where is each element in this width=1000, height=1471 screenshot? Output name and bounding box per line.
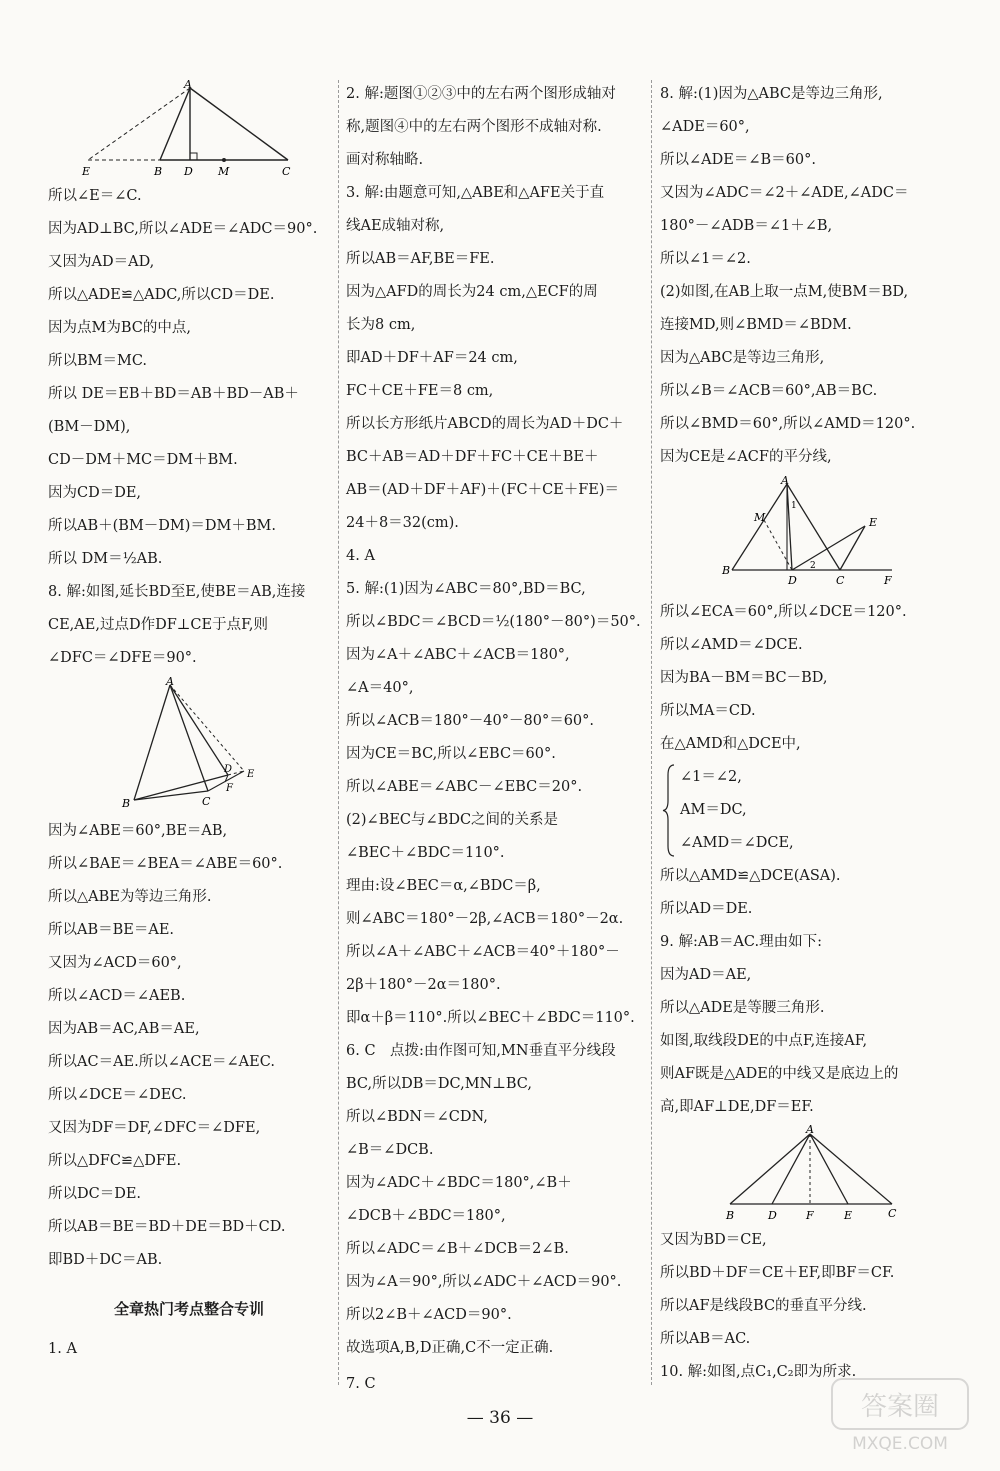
figure-triangle-median [48, 78, 330, 180]
watermark-text: 答案圈 [860, 1392, 940, 1422]
text-line: BC＋AB＝AD＋DF＋FC＋CE＋BE＋ [346, 449, 599, 465]
text-line: 所以△DFC≌△DFE. [48, 1153, 182, 1169]
fig4-label: C [888, 1207, 897, 1220]
fig1-label: A [184, 78, 192, 91]
text-line: 2β＋180°－2α＝180°. [346, 977, 501, 993]
solution-10-heading: 10. 解:如图,点C₁,C₂即为所求. [660, 1364, 857, 1380]
text-line: 则AF既是△ADE的中线又是底边上的 [660, 1066, 899, 1082]
fig4-label: D [768, 1209, 777, 1222]
fig1-label: M [218, 165, 230, 178]
text-line: 所以 DE＝EB＋BD＝AB＋BD－AB＋ [48, 386, 299, 402]
fig2-label: E [247, 769, 255, 780]
text-line: 高,即AF⊥DE,DF＝EF. [660, 1099, 814, 1115]
text-line: ∠1＝∠2, [680, 769, 742, 785]
figure-angle-bisector [660, 474, 960, 596]
fig3-label: D [788, 574, 797, 587]
text-line: 长为8 cm, [346, 317, 416, 333]
column-divider-1 [338, 80, 339, 1385]
fig2-label: D [224, 764, 233, 775]
fig3-label: C [836, 574, 845, 587]
fig2-label: A [166, 675, 174, 688]
text-line: 因为点M为BC的中点, [48, 320, 191, 336]
text-line: 则∠ABC＝180°－2β,∠ACB＝180°－2α. [346, 911, 624, 927]
answer-4: 4. A [346, 548, 375, 564]
fig1-label: B [154, 165, 163, 178]
fig2-label: B [122, 797, 131, 810]
text-line: 又因为∠ADC＝∠2＋∠ADE,∠ADC＝ [660, 185, 909, 201]
text-line: 所以∠B＝∠ACB＝60°,AB＝BC. [660, 383, 878, 399]
text-line: 所以△AMD≌△DCE(ASA). [660, 868, 841, 884]
text-line: 24＋8＝32(cm). [346, 515, 459, 531]
text-line: 所以MA＝CD. [660, 703, 756, 719]
text-line: 又因为AD＝AD, [48, 254, 155, 270]
fig4-label: F [806, 1209, 814, 1222]
text-line: AB＝(AD＋DF＋AF)＋(FC＋CE＋FE)＝ [346, 482, 620, 498]
fig3-label: M [754, 511, 766, 524]
text-line: 所以∠ADE＝∠B＝60°. [660, 152, 816, 168]
fig3-label: B [722, 564, 731, 577]
text-line: (BM－DM), [48, 419, 131, 435]
text-line: 即α＋β＝110°.所以∠BEC＋∠BDC＝110°. [346, 1010, 635, 1026]
text-line: 180°－∠ADB＝∠1＋∠B, [660, 218, 833, 234]
text-line: 所以BD＋DF＝CE＋EF,即BF＝CF. [660, 1265, 895, 1281]
text-line: CD－DM＋MC＝DM＋BM. [48, 452, 238, 468]
watermark-domain: MXQE.COM [852, 1434, 948, 1454]
text-line: 所以∠A＋∠ABC＋∠ACB＝40°＋180°－ [346, 944, 620, 960]
text-line: ∠ADE＝60°, [660, 119, 750, 135]
text-line: AM＝DC, [680, 802, 747, 818]
text-line: 连接MD,则∠BMD＝∠BDM. [660, 317, 852, 333]
text-line: 又因为∠ACD＝60°, [48, 955, 182, 971]
text-line: 在△AMD和△DCE中, [660, 736, 801, 752]
text-line: 故选项A,B,D正确,C不一定正确. [346, 1340, 554, 1356]
solution-5-heading: 5. 解:(1)因为∠ABC＝80°,BD＝BC, [346, 581, 586, 597]
text-line: BC,所以DB＝DC,MN⊥BC, [346, 1076, 532, 1092]
text-line: (2)∠BEC与∠BDC之间的关系是 [346, 812, 559, 828]
equation-system [660, 761, 960, 860]
text-line: ∠AMD＝∠DCE, [680, 835, 794, 851]
text-line: 所以AB＝AF,BE＝FE. [346, 251, 495, 267]
column-3 [660, 78, 960, 1389]
fig3-label: 2 [810, 561, 816, 571]
text-line: 所以△ABE为等边三角形. [48, 889, 212, 905]
fig2-label: F [226, 783, 233, 794]
solution-9-heading: 9. 解:AB＝AC.理由如下: [660, 934, 822, 950]
text-line: 所以∠BDC＝∠BCD＝½(180°－80°)＝50°. [346, 614, 641, 630]
text-line: 所以∠1＝∠2. [660, 251, 751, 267]
text-line: 又因为DF＝DF,∠DFC＝∠DFE, [48, 1120, 261, 1136]
fig4-label: E [844, 1209, 853, 1222]
answer-1: 1. A [48, 1341, 77, 1357]
text-line: 因为△AFD的周长为24 cm,△ECF的周 [346, 284, 598, 300]
solution-7-continued [48, 180, 330, 576]
text-line: 因为CE＝BC,所以∠EBC＝60°. [346, 746, 556, 762]
text-line: ∠DFC＝∠DFE＝90°. [48, 650, 197, 666]
text-line: 所以∠BAE＝∠BEA＝∠ABE＝60°. [48, 856, 283, 872]
text-line: 画对称轴略. [346, 152, 424, 168]
text-line: 所以∠BMD＝60°,所以∠AMD＝120°. [660, 416, 916, 432]
text-line: 因为AD⊥BC,所以∠ADE＝∠ADC＝90°. [48, 221, 318, 237]
text-line: 理由:设∠BEC＝α,∠BDC＝β, [346, 878, 541, 894]
text-line: 因为CD＝DE, [48, 485, 142, 501]
text-line: 所以 DM＝½AB. [48, 551, 163, 567]
fig4-label: A [806, 1124, 814, 1136]
text-line: 因为∠ADC＋∠BDC＝180°,∠B＋ [346, 1175, 572, 1191]
fig3-label: E [869, 516, 878, 529]
text-line: 所以∠DCE＝∠DEC. [48, 1087, 187, 1103]
fig3-label: A [781, 474, 789, 487]
solution-8-heading: 8. 解:(1)因为△ABC是等边三角形, [660, 86, 883, 102]
text-line: ∠A＝40°, [346, 680, 414, 696]
text-line: 所以长方形纸片ABCD的周长为AD＋DC＋ [346, 416, 624, 432]
text-line: 因为∠A＋∠ABC＋∠ACB＝180°, [346, 647, 570, 663]
column-1 [48, 78, 330, 1366]
text-line: (2)如图,在AB上取一点M,使BM＝BD, [660, 284, 909, 300]
solution-2-heading: 2. 解:题图①②③中的左右两个图形成轴对 [346, 86, 616, 102]
text-line: 因为AB＝AC,AB＝AE, [48, 1021, 200, 1037]
text-line: 因为BA－BM＝BC－BD, [660, 670, 828, 686]
text-line: 所以AF是线段BC的垂直平分线. [660, 1298, 867, 1314]
brace-icon [662, 761, 676, 860]
text-line: 所以∠ADC＝∠B＋∠DCB＝2∠B. [346, 1241, 569, 1257]
section-title: 全章热门考点整合专训 [113, 1300, 264, 1318]
fig1-label: E [82, 165, 91, 178]
text-line: CE,AE,过点D作DF⊥CE于点F,则 [48, 617, 268, 633]
text-line: 线AE成轴对称, [346, 218, 445, 234]
column-divider-2 [651, 80, 652, 1385]
text-line: 所以∠BDN＝∠CDN, [346, 1109, 488, 1125]
text-line: 所以∠ACB＝180°－40°－80°＝60°. [346, 713, 595, 729]
text-line: 所以AB＝BE＝AE. [48, 922, 175, 938]
text-line: 所以BM＝MC. [48, 353, 148, 369]
text-line: ∠BEC＋∠BDC＝110°. [346, 845, 505, 861]
text-line: 所以AC＝AE.所以∠ACE＝∠AEC. [48, 1054, 275, 1070]
text-line: 因为△ABC是等边三角形, [660, 350, 825, 366]
solution-3-heading: 3. 解:由题意可知,△ABE和△AFE关于直 [346, 185, 605, 201]
answer-7: 7. C [346, 1376, 376, 1392]
text-line: 如图,取线段DE的中点F,连接AF, [660, 1033, 868, 1049]
figure-isosceles-midpoint [660, 1124, 960, 1224]
fig3-label: F [884, 574, 892, 587]
text-line: 所以∠E＝∠C. [48, 188, 142, 204]
text-line: 所以AB＝BE＝BD＋DE＝BD＋CD. [48, 1219, 286, 1235]
text-line: FC＋CE＋FE＝8 cm, [346, 383, 494, 399]
text-line: 因为∠A＝90°,所以∠ADC＋∠ACD＝90°. [346, 1274, 622, 1290]
text-line: 所以AB＝AC. [660, 1331, 751, 1347]
text-line: 所以∠AMD＝∠DCE. [660, 637, 803, 653]
fig1-label: C [282, 165, 291, 178]
text-line: 所以∠ABE＝∠ABC－∠EBC＝20°. [346, 779, 583, 795]
solution-8 [48, 576, 330, 675]
text-line: 因为AD＝AE, [660, 967, 752, 983]
solution-6-heading: 6. C 点拨:由作图可知,MN垂直平分线段 [346, 1043, 616, 1059]
text-line: 所以DC＝DE. [48, 1186, 142, 1202]
text-line: 所以△ADE是等腰三角形. [660, 1000, 825, 1016]
text-line: 所以∠ACD＝∠AEB. [48, 988, 186, 1004]
figure-equilateral-extension [48, 675, 330, 815]
text-line: 所以2∠B＋∠ACD＝90°. [346, 1307, 512, 1323]
text-line: 所以△ADE≌△ADC,所以CD＝DE. [48, 287, 275, 303]
question-heading: 8. 解:如图,延长BD至E,使BE＝AB,连接 [48, 584, 306, 600]
fig3-label: 1 [791, 501, 797, 511]
solution-8-proof [48, 815, 330, 1277]
fig4-label: B [726, 1209, 735, 1222]
text-line: 因为CE是∠ACF的平分线, [660, 449, 832, 465]
text-line: 所以AB＋(BM－DM)＝DM＋BM. [48, 518, 276, 534]
text-line: 称,题图④中的左右两个图形不成轴对称. [346, 119, 602, 135]
text-line: 即AD＋DF＋AF＝24 cm, [346, 350, 518, 366]
page-number: — 36 — [466, 1408, 534, 1428]
text-line: 即BD＋DC＝AB. [48, 1252, 163, 1268]
fig2-label: C [202, 795, 211, 808]
text-line: 又因为BD＝CE, [660, 1232, 767, 1248]
column-2 [346, 78, 642, 1401]
text-line: 所以AD＝DE. [660, 901, 753, 917]
watermark-logo [830, 1377, 970, 1457]
text-line: 因为∠ABE＝60°,BE＝AB, [48, 823, 228, 839]
text-line: 所以∠ECA＝60°,所以∠DCE＝120°. [660, 604, 907, 620]
text-line: ∠DCB＋∠BDC＝180°, [346, 1208, 506, 1224]
text-line: ∠B＝∠DCB. [346, 1142, 434, 1158]
fig1-label: D [184, 165, 193, 178]
